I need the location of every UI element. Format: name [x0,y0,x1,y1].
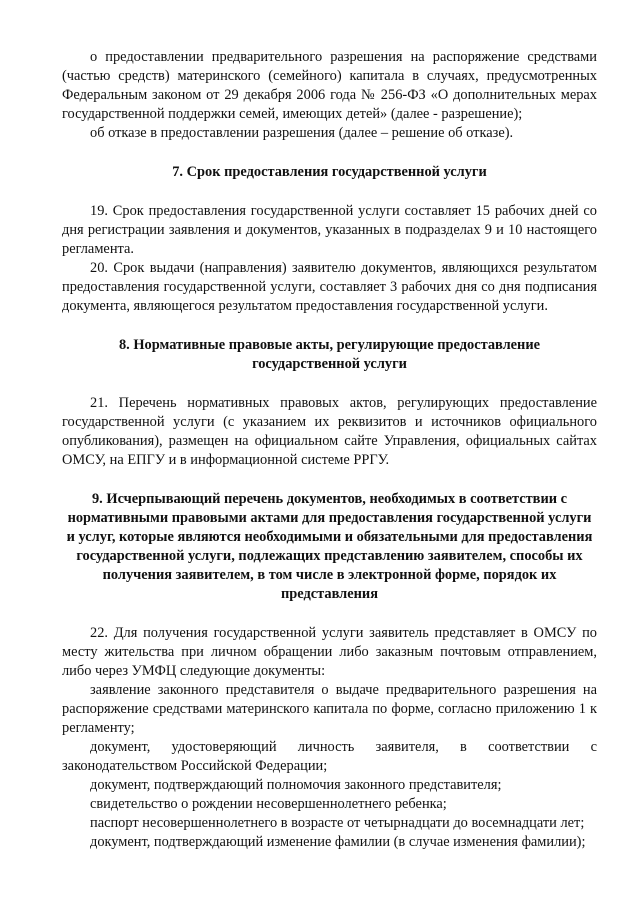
paragraph-22: 22. Для получения государственной услуги заявитель представляет в ОМСУ по месту жительства при личном обращении либо заказным почтовым отправлением, либо через УМФЦ следующие документы: [62,625,597,679]
list-item-application: заявление законного представителя о выдаче предварительного разрешения на распоряжение средствами материнского капитала по форме, согласно приложению 1 к регламенту; [62,682,597,736]
section-8-title-line-2: государственной услуги [252,356,407,372]
paragraph-21: 21. Перечень нормативных правовых актов, регулирующих предоставление государственной услуги (с указанием их реквизитов и источников официального опубликования), размещен на официальном сайте Управления, официальных сайтах ОМСУ, на ЕПГУ и в информационной системе РРГУ. [62,395,597,468]
document-page [62,48,597,852]
section-9-title: 9. Исчерпывающий перечень документов, необходимых в соответствии с нормативными правовыми актами для предоставления государственной услуги и услуг, которые являются необходимыми и обязательными для предоставления государственной услуги, подлежащих представлению заявителем, способы их получения заявителем, в том числе в электронной форме, порядок их представления [66,491,593,602]
list-item-authority-document: документ, подтверждающий полномочия законного представителя; [90,777,502,793]
intro-paragraph-2: об отказе в предоставлении разрешения (далее – решение об отказе). [90,125,514,141]
list-item-identity-document: документ, удостоверяющий личность заявителя, в соответствии с законодательством Российской Федерации; [62,739,597,774]
list-item-surname-change-document: документ, подтверждающий изменение фамилии (в случае изменения фамилии); [90,834,586,850]
list-item-minor-passport: паспорт несовершеннолетнего в возрасте от четырнадцати до восемнадцати лет; [90,815,585,831]
list-item-birth-certificate: свидетельство о рождении несовершеннолетнего ребенка; [90,796,447,812]
intro-paragraph-1: о предоставлении предварительного разрешения на распоряжение средствами (частью средств) материнского (семейного) капитала в случаях, предусмотренных Федеральным законом от 29 декабря 2006 года № 256-ФЗ «О дополнительных мерах государственной поддержки семей, имеющих детей» (далее - разрешение); [62,49,597,122]
section-7-title: 7. Срок предоставления государственной услуги [172,164,487,180]
section-8-title-line-1: 8. Нормативные правовые акты, регулирующие предоставление [118,337,541,353]
paragraph-19: 19. Срок предоставления государственной услуги составляет 15 рабочих дней со дня регистрации заявления и документов, указанных в подразделах 9 и 10 настоящего регламента. [62,203,597,257]
paragraph-20: 20. Срок выдачи (направления) заявителю документов, являющихся результатом предоставления государственной услуги, составляет 3 рабочих дня со дня подписания документа, являющегося результатом предоставления государственной услуги. [62,260,597,314]
